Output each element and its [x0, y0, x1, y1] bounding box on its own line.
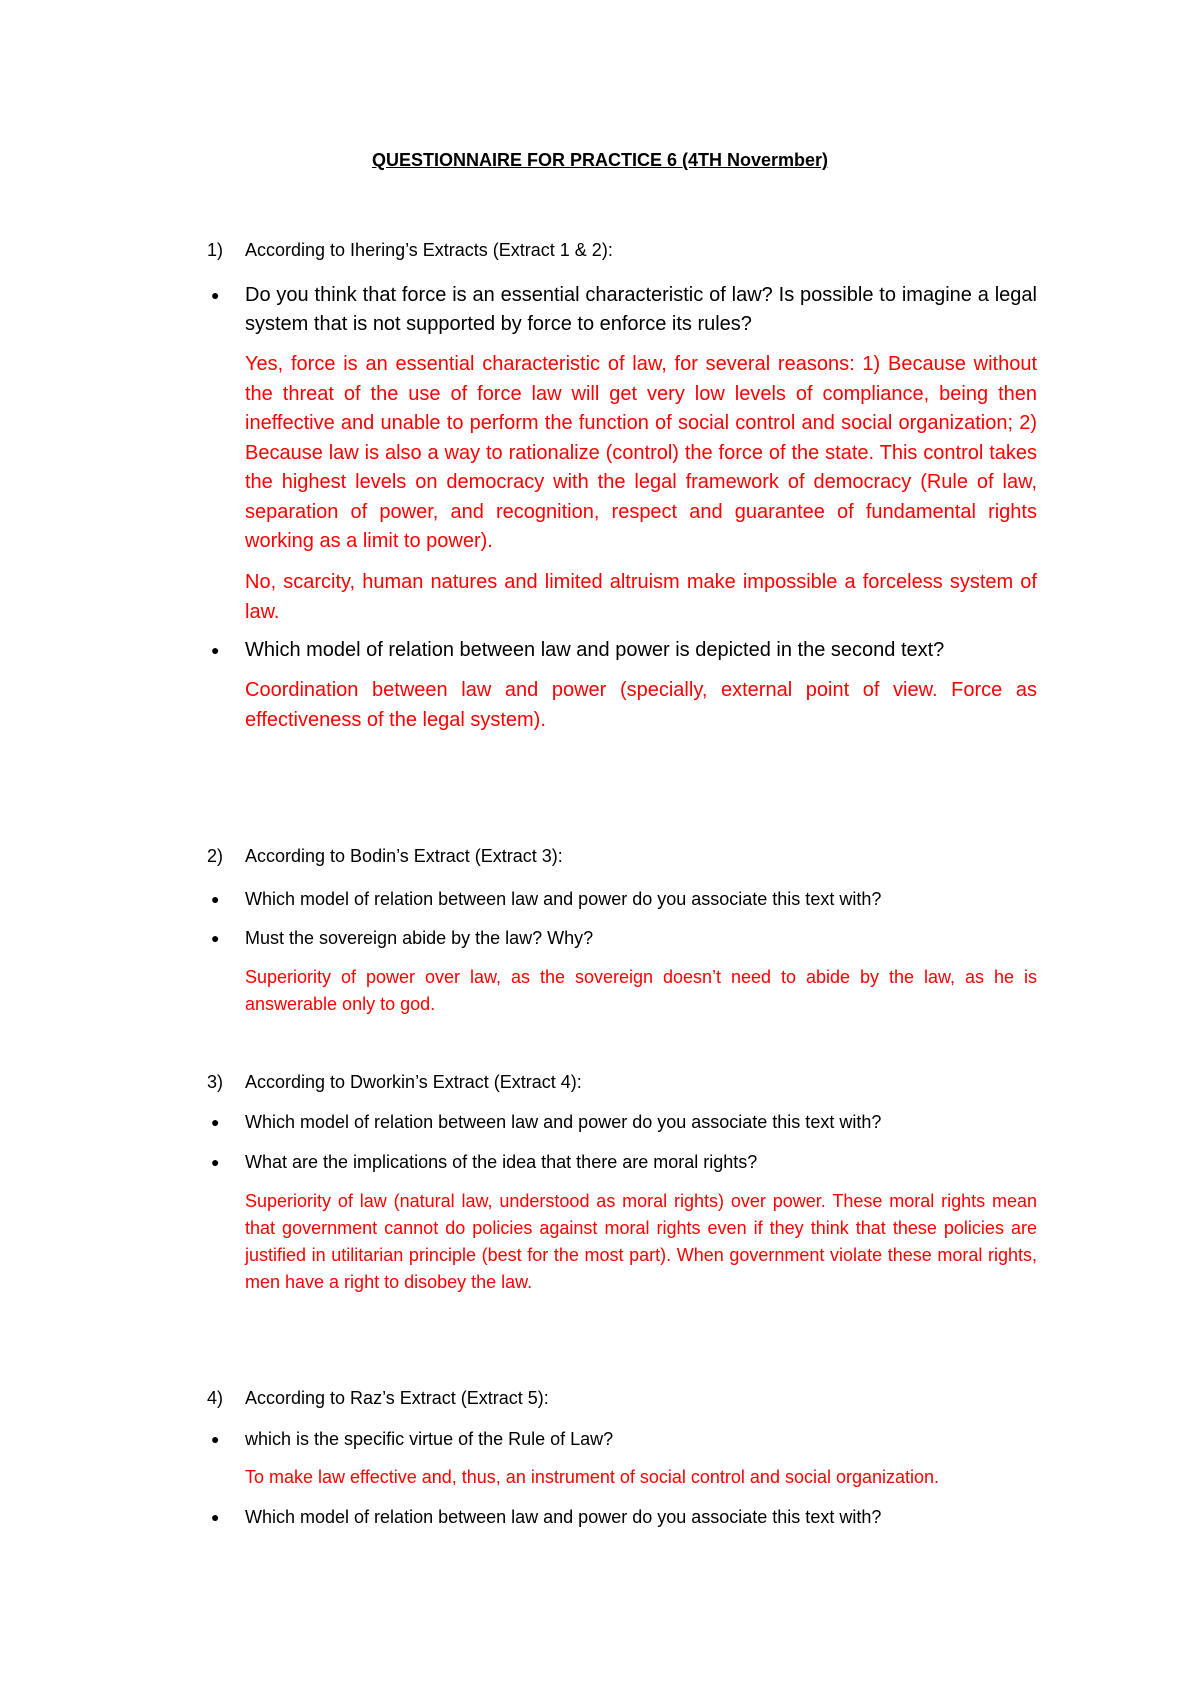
question-text: which is the specific virtue of the Rule of Law?: [245, 1429, 614, 1449]
section-title: According to Ihering’s Extracts (Extract 1 & 2):: [245, 240, 613, 260]
question-text: Which model of relation between law and power do you associate this text with?: [245, 889, 882, 909]
section-number: 1): [207, 240, 224, 260]
question-2a: [207, 885, 1037, 914]
section-title: According to Dworkin’s Extract (Extract 4):: [245, 1072, 582, 1092]
bullet-icon: ●: [211, 1114, 220, 1130]
answer-2b: Superiority of power over law, as the sovereign doesn’t need to abide by the law, as he is answerable only to god.: [245, 967, 1037, 1014]
bullet-icon: ●: [211, 642, 220, 658]
section-title: According to Bodin’s Extract (Extract 3):: [245, 846, 563, 866]
answer-4a: To make law effective and, thus, an instrument of social control and social organization.: [245, 1467, 940, 1487]
answer-1a-2: No, scarcity, human natures and limited altruism make impossible a forceless system of law.: [245, 571, 1037, 623]
question-text: Which model of relation between law and power do you associate this text with?: [245, 1112, 882, 1132]
question-4b: [207, 1503, 1037, 1532]
answer-3b: Superiority of law (natural law, understood as moral rights) over power. These moral rights mean that government cannot do policies against moral rights even if they think that these policies are justified in utilitarian principle (best for the most part). When government violate these moral rights, men have a right to disobey the law.: [245, 1191, 1037, 1292]
bullet-icon: ●: [211, 930, 220, 946]
question-text: Do you think that force is an essential characteristic of law? Is possible to imagine a legal system that is not supported by force to enforce its rules?: [245, 284, 1037, 335]
bullet-icon: ●: [211, 287, 220, 303]
question-3b: [207, 1148, 1037, 1177]
question-2b: [207, 924, 1037, 953]
answer-1b: Coordination between law and power (specially, external point of view. Force as effectiveness of the legal system).: [245, 679, 1037, 731]
question-1a: [207, 281, 1037, 339]
answer-1a-1: Yes, force is an essential characteristic of law, for several reasons: 1) Because without the threat of the use of force law will get very low levels of compliance, being then ineffective and unable to perform the function of social control and social organization; 2) Because law is also a way to rationalize (control) the force of the state. This control takes the highest levels on democracy with the legal framework of democracy (Rule of law, separation of power, and recognition, respect and guarantee of fundamental rights working as a limit to power).: [245, 353, 1037, 552]
bullet-icon: ●: [211, 891, 220, 907]
section-number: 2): [207, 846, 224, 866]
question-text: Which model of relation between law and power do you associate this text with?: [245, 1507, 882, 1527]
bullet-icon: ●: [211, 1431, 220, 1447]
section-number: 4): [207, 1388, 224, 1408]
bullet-icon: ●: [211, 1154, 220, 1170]
section-number: 3): [207, 1072, 224, 1092]
question-3a: [207, 1108, 1037, 1137]
bullet-icon: ●: [211, 1509, 220, 1525]
question-1b: [207, 636, 1037, 665]
question-text: What are the implications of the idea that there are moral rights?: [245, 1152, 758, 1172]
question-text: Must the sovereign abide by the law? Why?: [245, 928, 594, 948]
page-title: QUESTIONNAIRE FOR PRACTICE 6 (4TH Novermber): [371, 150, 829, 170]
section-title: According to Raz’s Extract (Extract 5):: [245, 1388, 549, 1408]
question-text: Which model of relation between law and power is depicted in the second text?: [245, 639, 945, 661]
question-4a: [207, 1425, 1037, 1454]
